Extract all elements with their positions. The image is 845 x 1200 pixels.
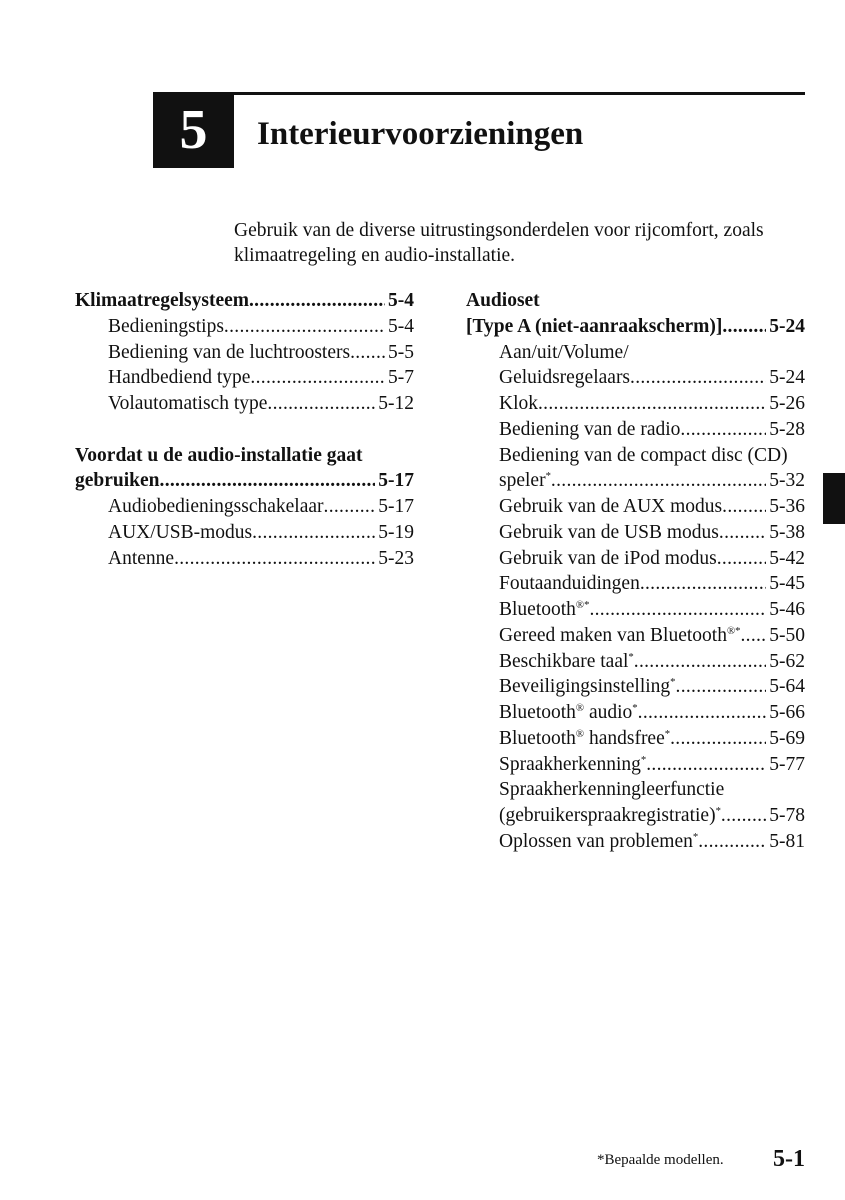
dot-leader <box>640 571 766 597</box>
entry-label <box>466 314 722 340</box>
entry-text: Audiobedieningsschakelaar <box>108 496 324 517</box>
toc-section <box>466 288 805 855</box>
superscript-mark: * <box>670 676 676 689</box>
page-number: 5-17 <box>378 496 414 517</box>
entry-line <box>499 752 805 778</box>
entry-line <box>499 546 805 572</box>
toc-entry <box>466 443 805 495</box>
entry-text: Gebruik van de USB modus <box>499 521 719 543</box>
entry-text: gebruiken <box>75 470 160 492</box>
entry-label <box>499 649 634 675</box>
entry-label <box>499 520 719 546</box>
entry-label <box>499 468 551 494</box>
page-number: 5-81 <box>769 830 805 852</box>
entry-label <box>108 365 250 391</box>
toc-entry <box>466 520 805 546</box>
toc-entry <box>75 391 414 417</box>
entry-text: Bluetooth <box>499 599 576 620</box>
page-number: 5-42 <box>769 547 805 569</box>
entry-text: Bediening van de compact disc (CD) <box>499 444 788 466</box>
chapter-number-box <box>153 92 234 168</box>
chapter-intro: Gebruik van de diverse uitrustingsonderdelen voor rijcomfort, zoals klimaatregeling en audio-installatie. <box>234 220 764 266</box>
toc-entry <box>466 417 805 443</box>
entry-text: Spraakherkenningleerfunctie <box>499 779 725 801</box>
entry-text: Voordat u de audio-installatie gaat <box>75 444 363 466</box>
entry-text: Bediening van de radio <box>499 418 681 440</box>
entry-line <box>499 340 805 366</box>
toc-entry <box>466 597 805 623</box>
entry-line <box>499 829 805 855</box>
page-number: 5-23 <box>378 547 414 569</box>
dot-leader <box>252 520 375 546</box>
entry-label <box>75 443 362 469</box>
page-number: 5-45 <box>769 573 805 595</box>
entry-label <box>499 546 717 572</box>
superscript-mark: ® <box>575 727 585 740</box>
entry-label <box>499 365 630 391</box>
entry-line <box>499 391 805 417</box>
chapter-thumb-tab <box>823 473 845 524</box>
entry-label <box>108 340 350 366</box>
page-number: 5-17 <box>378 470 414 492</box>
toc-entry <box>466 674 805 700</box>
dot-leader <box>350 340 385 366</box>
entry-label <box>499 443 788 469</box>
entry-label <box>108 494 324 520</box>
dot-leader <box>249 288 385 314</box>
page-number: 5-62 <box>769 650 805 672</box>
dot-leader <box>538 391 766 417</box>
toc-heading <box>75 288 414 314</box>
entry-label <box>499 803 721 829</box>
toc-entry <box>466 829 805 855</box>
entry-label <box>466 288 540 314</box>
entry-line <box>499 520 805 546</box>
entry-text: Bluetooth <box>499 702 576 723</box>
entry-label <box>499 726 670 752</box>
dot-leader <box>551 468 766 494</box>
toc-entry <box>75 520 414 546</box>
entry-label <box>499 777 724 803</box>
entry-line <box>75 443 414 469</box>
page-number: 5-26 <box>769 393 805 414</box>
page-number: 5-50 <box>769 624 805 646</box>
toc-heading <box>466 288 805 340</box>
toc-entry <box>466 649 805 675</box>
entry-label <box>108 391 267 417</box>
chapter-title: Interieurvoorzieningen <box>257 116 584 152</box>
toc-section <box>75 443 414 572</box>
entry-line <box>499 649 805 675</box>
toc-entry <box>466 494 805 520</box>
entry-line <box>499 494 805 520</box>
toc-entry <box>466 700 805 726</box>
entry-text: [Type A (niet-aanraakscherm)] <box>466 315 723 337</box>
chapter-number: 5 <box>179 99 208 161</box>
footnote: *Bepaalde modellen. <box>597 1152 724 1168</box>
entry-label <box>499 391 538 417</box>
entry-text: handsfree <box>584 727 665 749</box>
entry-label <box>75 288 249 314</box>
entry-label <box>499 494 722 520</box>
entry-line <box>499 468 805 494</box>
dot-leader <box>722 494 766 520</box>
entry-line <box>75 288 414 314</box>
entry-label <box>499 829 698 855</box>
entry-label <box>499 623 740 649</box>
entry-label <box>499 674 676 700</box>
dot-leader <box>630 365 766 391</box>
superscript-mark: ® <box>575 702 585 715</box>
entry-label <box>499 417 680 443</box>
toc-entry <box>75 340 414 366</box>
toc-heading <box>75 443 414 495</box>
dot-leader <box>717 546 767 572</box>
superscript-mark: * <box>545 470 551 483</box>
toc-entry <box>466 777 805 829</box>
entry-line <box>75 468 414 494</box>
entry-text: Handbediend type <box>108 367 251 389</box>
entry-line <box>466 288 805 314</box>
dot-leader <box>719 520 766 546</box>
page-number-footer: 5-1 <box>773 1146 805 1172</box>
entry-line <box>499 365 805 391</box>
page-number: 5-24 <box>769 367 805 389</box>
page-number: 5-24 <box>769 315 805 337</box>
entry-line <box>499 700 805 726</box>
toc-entry <box>466 340 805 392</box>
toc-entry <box>466 391 805 417</box>
entry-line <box>108 365 414 391</box>
superscript-mark: * <box>640 753 647 766</box>
page-number: 5-5 <box>388 341 414 363</box>
entry-text: Spraakherkenning <box>499 753 641 775</box>
dot-leader <box>638 700 767 726</box>
entry-text: AUX/USB-modus <box>108 521 253 543</box>
entry-line <box>108 494 414 520</box>
page-number: 5-36 <box>769 496 805 517</box>
superscript-mark: * <box>632 702 638 715</box>
toc-entry <box>466 623 805 649</box>
entry-label <box>499 700 638 726</box>
entry-line <box>499 777 805 803</box>
entry-label <box>108 546 174 572</box>
page-number: 5-4 <box>388 315 414 337</box>
superscript-mark: * <box>628 650 634 663</box>
entry-text: Aan/uit/Volume/ <box>499 341 629 363</box>
dot-leader <box>589 597 766 623</box>
toc-column-left <box>75 288 414 571</box>
entry-text: Bluetooth <box>499 727 576 749</box>
dot-leader <box>250 365 385 391</box>
toc-column-right <box>466 288 805 855</box>
toc-entry <box>75 314 414 340</box>
entry-text: Gereed maken van Bluetooth <box>499 624 727 646</box>
page-number: 5-7 <box>388 367 414 389</box>
dot-leader <box>646 752 766 778</box>
entry-label <box>108 520 252 546</box>
superscript-mark: * <box>664 727 671 740</box>
entry-label <box>499 571 640 597</box>
toc-entry <box>75 546 414 572</box>
entry-text: Beschikbare taal <box>499 650 629 672</box>
entry-text: Bediening van de luchtroosters <box>108 341 351 363</box>
page-number: 5-32 <box>769 470 805 492</box>
dot-leader <box>740 623 766 649</box>
entry-line <box>499 803 805 829</box>
entry-line <box>499 726 805 752</box>
entry-text: Oplossen van problemen <box>499 830 693 852</box>
entry-line <box>108 546 414 572</box>
dot-leader <box>670 726 766 752</box>
entry-line <box>499 674 805 700</box>
dot-leader <box>324 494 376 520</box>
entry-text: Klimaatregelsysteem <box>75 290 249 311</box>
entry-line <box>466 314 805 340</box>
entry-line <box>499 597 805 623</box>
superscript-mark: ®* <box>575 599 590 612</box>
page-number: 5-4 <box>388 290 414 311</box>
entry-text: Audioset <box>466 290 540 311</box>
entry-label <box>499 597 589 623</box>
entry-text: Gebruik van de iPod modus <box>499 547 717 569</box>
dot-leader <box>160 468 376 494</box>
superscript-mark: * <box>715 805 721 818</box>
entry-line <box>108 520 414 546</box>
entry-text: Klok <box>499 393 538 414</box>
page-number: 5-64 <box>769 676 805 698</box>
entry-label <box>75 468 160 494</box>
toc-entry <box>466 726 805 752</box>
page-number: 5-38 <box>769 521 805 543</box>
entry-line <box>108 391 414 417</box>
entry-label <box>108 314 224 340</box>
dot-leader <box>634 649 766 675</box>
toc-section <box>75 288 414 417</box>
page-number: 5-77 <box>769 753 805 775</box>
header-rule <box>234 92 805 95</box>
dot-leader <box>224 314 385 340</box>
toc-entry <box>75 494 414 520</box>
superscript-mark: * <box>692 830 699 843</box>
toc-entry <box>466 752 805 778</box>
dot-leader <box>267 391 375 417</box>
page-number: 5-46 <box>769 599 805 620</box>
dot-leader <box>722 314 766 340</box>
entry-text: audio <box>584 702 633 723</box>
entry-line <box>108 340 414 366</box>
page-number: 5-28 <box>769 418 805 440</box>
entry-label <box>499 340 629 366</box>
entry-text: (gebruikerspraakregistratie) <box>499 805 716 826</box>
entry-text: Bedieningstips <box>108 315 224 337</box>
page-number: 5-69 <box>769 727 805 749</box>
dot-leader <box>174 546 375 572</box>
entry-line <box>499 571 805 597</box>
page-number: 5-78 <box>769 805 805 826</box>
dot-leader <box>680 417 766 443</box>
entry-line <box>499 623 805 649</box>
entry-text: Gebruik van de AUX modus <box>499 496 723 517</box>
page-number: 5-19 <box>378 521 414 543</box>
entry-text: Volautomatisch type <box>108 393 268 414</box>
toc-entry <box>466 571 805 597</box>
dot-leader <box>698 829 766 855</box>
toc-entry <box>75 365 414 391</box>
entry-line <box>499 417 805 443</box>
entry-line <box>108 314 414 340</box>
entry-text: Antenne <box>108 547 175 569</box>
entry-label <box>499 752 646 778</box>
dot-leader <box>721 803 766 829</box>
entry-text: Geluidsregelaars <box>499 367 631 389</box>
entry-text: Beveiligingsinstelling <box>499 676 671 698</box>
page-number: 5-66 <box>769 702 805 723</box>
page-number: 5-12 <box>378 393 414 414</box>
entry-line <box>499 443 805 469</box>
superscript-mark: ®* <box>726 624 741 637</box>
entry-text: speler <box>499 470 546 492</box>
toc-entry <box>466 546 805 572</box>
dot-leader <box>676 674 767 700</box>
entry-text: Foutaanduidingen <box>499 573 640 595</box>
